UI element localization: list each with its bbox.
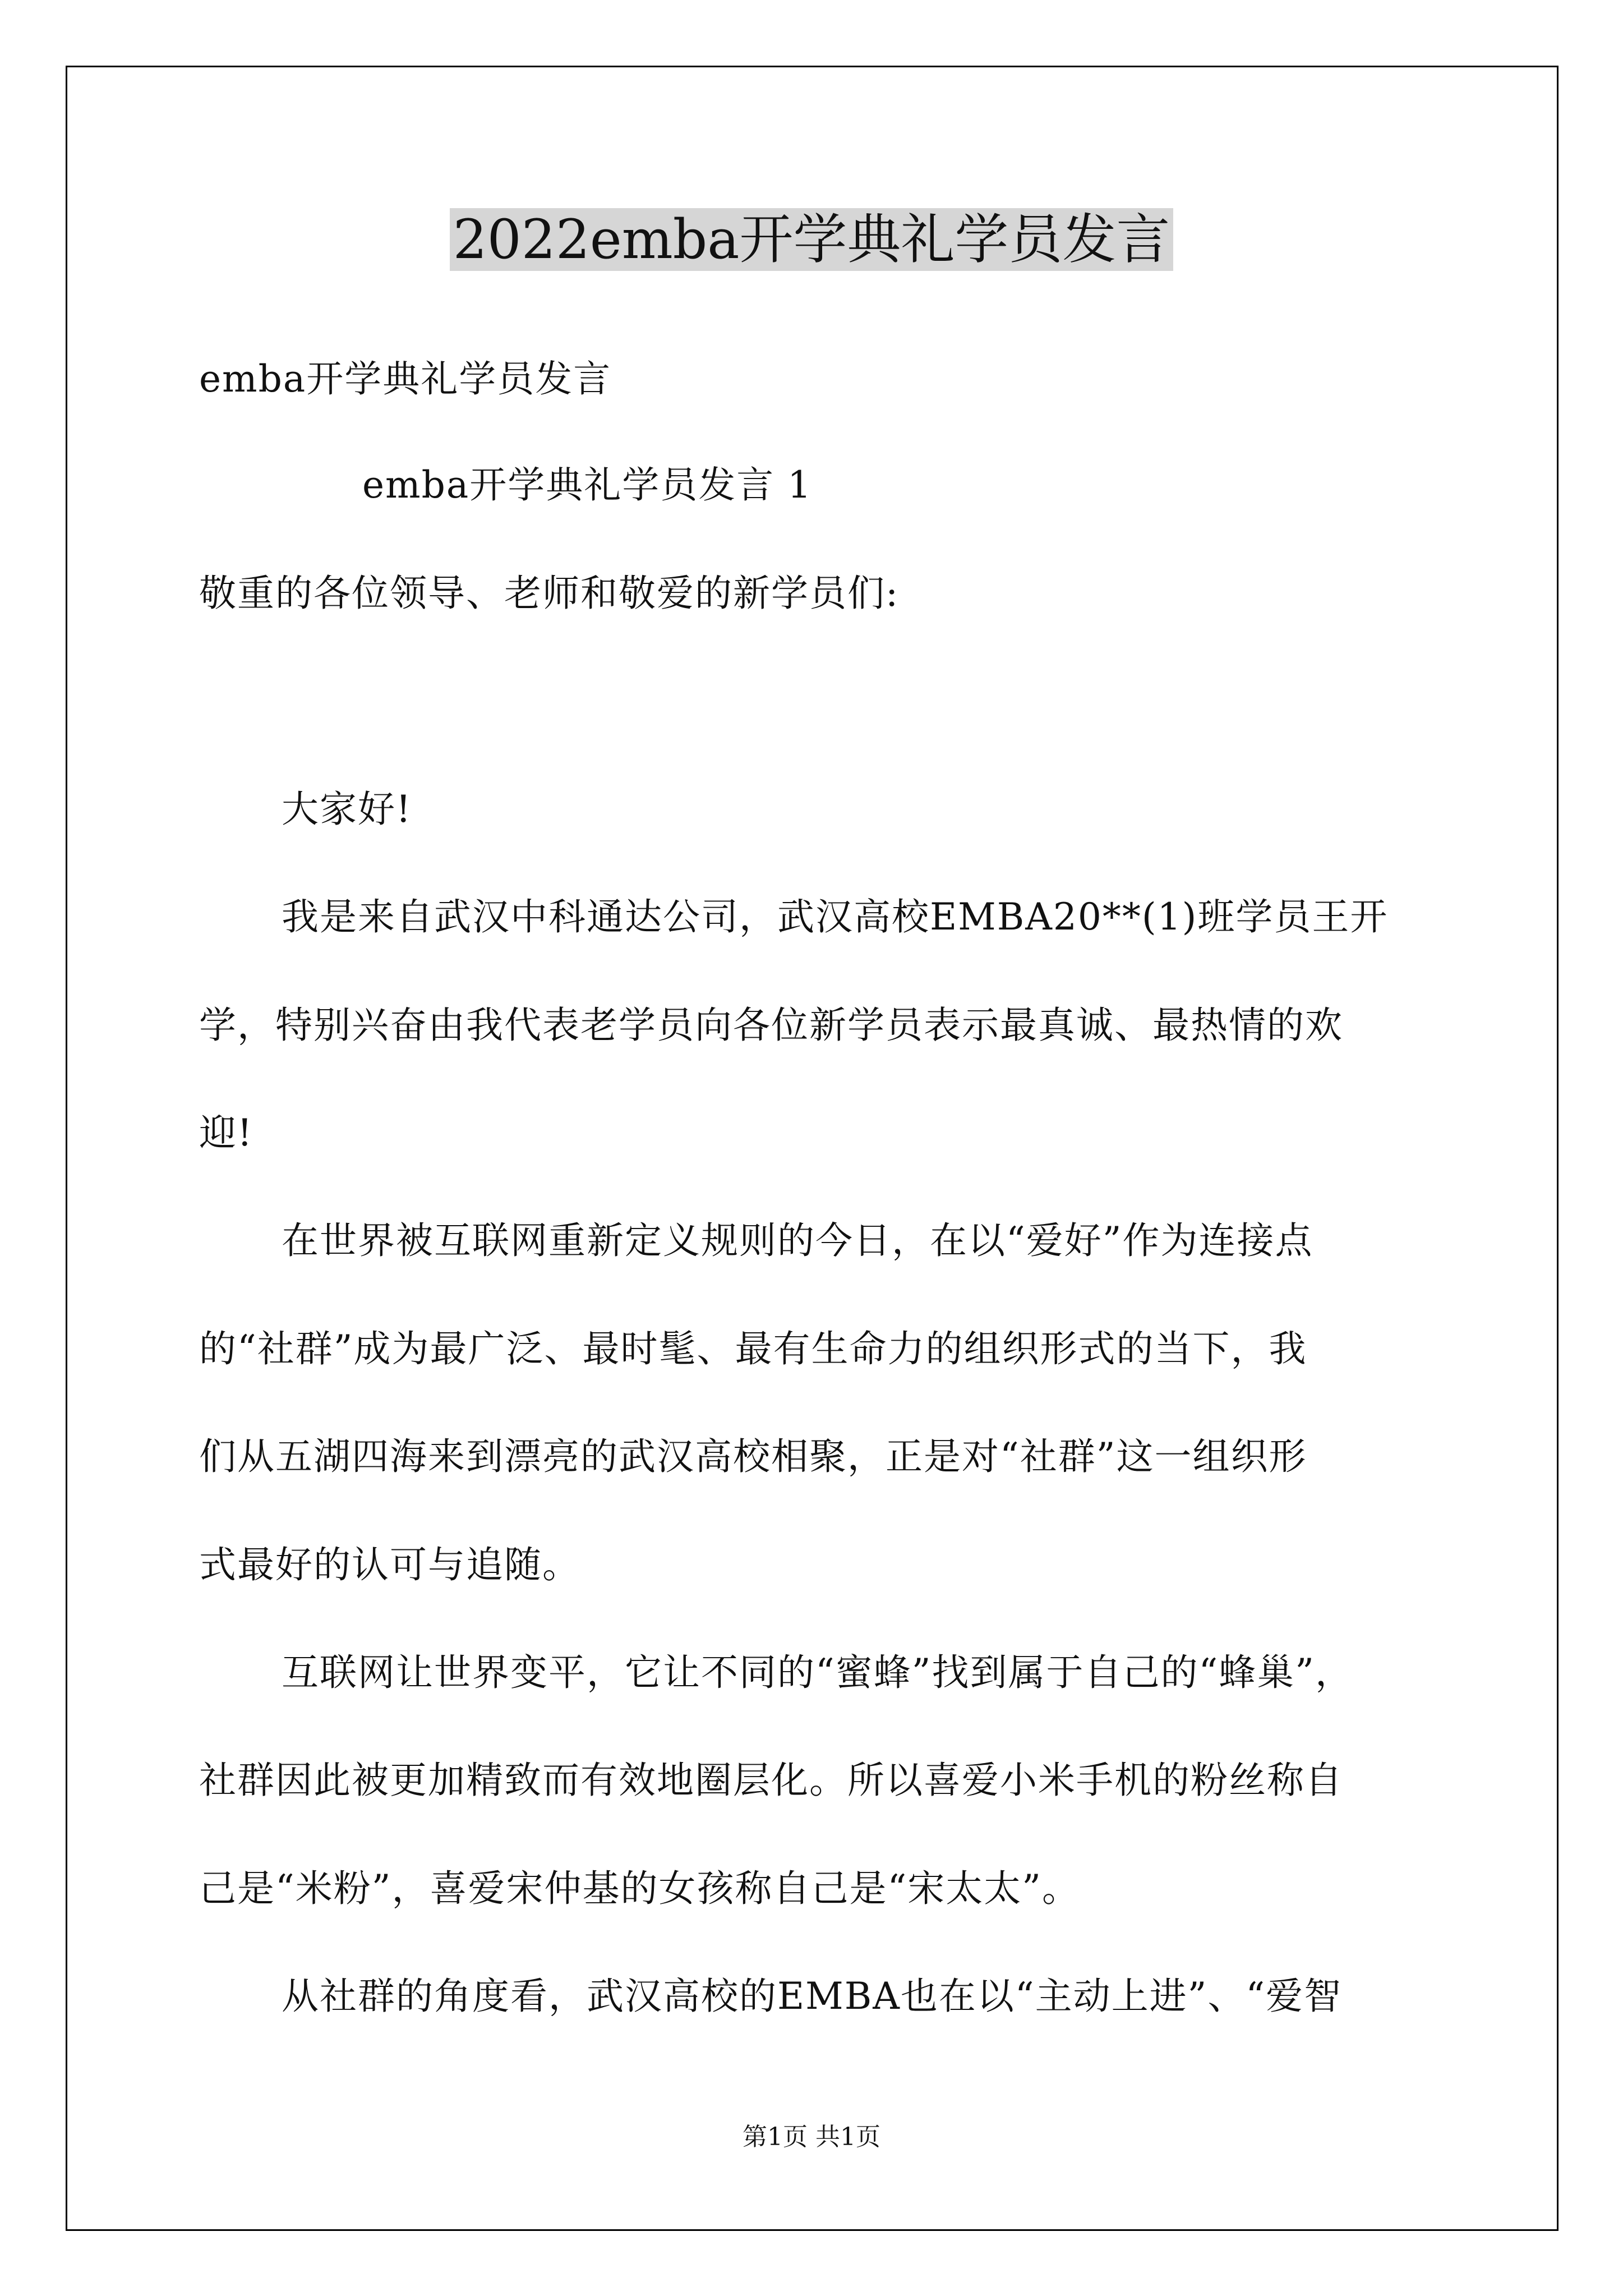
section-heading: emba开学典礼学员发言 1 [362,463,813,507]
salutation: 敬重的各位领导、老师和敬爱的新学员们: [199,572,900,615]
document-title: 2022emba开学典礼学员发言 [0,203,1623,276]
paragraph-line: 社群因此被更加精致而有效地圈层化。所以喜爱小米手机的粉丝称自 [199,1759,1343,1802]
paragraph-line: 的“社群”成为最广泛、最时髦、最有生命力的组织形式的当下，我 [199,1327,1307,1370]
paragraph-line: 从社群的角度看，武汉高校的EMBA也在以“主动上进”、“爱智 [282,1975,1343,2018]
paragraph-line: 己是“米粉”，喜爱宋仲基的女孩称自己是“宋太太”。 [199,1867,1080,1910]
page-footer: 第1页 共1页 [743,2123,880,2151]
paragraph-line: 互联网让世界变平，它让不同的“蜜蜂”找到属于自己的“蜂巢”， [282,1651,1353,1694]
paragraph-line: 学，特别兴奋由我代表老学员向各位新学员表示最真诚、最热情的欢 [199,1004,1343,1047]
greeting-line: 大家好! [282,788,412,831]
paragraph-line: 式最好的认可与追随。 [199,1543,580,1586]
paragraph-line: 在世界被互联网重新定义规则的今日，在以“爱好”作为连接点 [282,1219,1313,1262]
paragraph-line: 我是来自武汉中科通达公司，武汉高校EMBA20**(1)班学员王开 [282,895,1389,938]
paragraph-line: 们从五湖四海来到漂亮的武汉高校相聚，正是对“社群”这一组织形 [199,1435,1307,1478]
document-subtitle: emba开学典礼学员发言 [199,357,612,401]
paragraph-line: 迎! [199,1111,253,1154]
